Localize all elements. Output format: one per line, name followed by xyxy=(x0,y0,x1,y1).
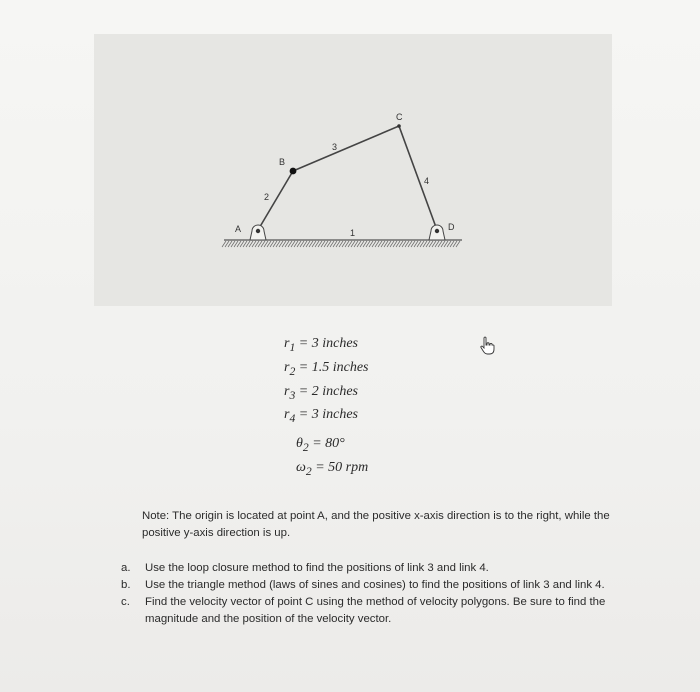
link-4 xyxy=(399,126,437,230)
label-link-3: 3 xyxy=(332,142,338,152)
joint-c xyxy=(397,124,401,128)
given-r2: $r_2 = 1.5$ inches xyxy=(284,359,369,378)
task-item xyxy=(121,560,621,577)
given-theta2: $\theta_2 = 80^\circ$ xyxy=(296,436,345,454)
task-text: Find the velocity vector of point C using the method of velocity polygons. Be sure to find the magnitude and the position of the velocity vector. xyxy=(145,596,606,625)
joint-b xyxy=(290,168,297,175)
mechanism-figure xyxy=(94,34,612,306)
task-text: Use the loop closure method to find the positions of link 3 and link 4. xyxy=(145,562,489,574)
task-item xyxy=(121,594,621,628)
hand-pointer-icon xyxy=(479,336,497,356)
label-point-c: C xyxy=(396,112,403,122)
four-bar-linkage-diagram xyxy=(94,34,612,306)
given-r3: $r_3 = 2$ inches xyxy=(284,383,358,402)
task-letter: b. xyxy=(121,579,131,591)
link-lengths xyxy=(284,334,444,429)
task-letter: a. xyxy=(121,562,131,574)
ground-pivot-icon xyxy=(250,225,266,240)
ground-pivot-icon xyxy=(429,225,445,240)
label-link-1: 1 xyxy=(350,228,356,238)
note-text: Note: The origin is located at point A, and the positive x-axis direction is to the right, while the positive y-axis direction is up. xyxy=(142,510,610,539)
task-text: Use the triangle method (laws of sines and cosines) to find the positions of link 3 and link 4. xyxy=(145,579,605,591)
given-r4: $r_4 = 3$ inches xyxy=(284,407,358,426)
link-3 xyxy=(293,126,399,171)
label-link-2: 2 xyxy=(264,192,270,202)
task-letter: c. xyxy=(121,596,130,608)
ground-hatching xyxy=(222,241,460,247)
task-item xyxy=(121,577,621,594)
task-list xyxy=(121,560,621,628)
label-point-a: A xyxy=(235,224,242,234)
label-point-b: B xyxy=(279,157,286,167)
label-link-4: 4 xyxy=(424,176,430,186)
input-conditions xyxy=(296,434,436,482)
label-point-d: D xyxy=(448,222,455,232)
given-omega2: $\omega_2 = 50$ rpm xyxy=(296,459,369,478)
given-r1: $r_1 = 3$ inches xyxy=(284,336,358,354)
